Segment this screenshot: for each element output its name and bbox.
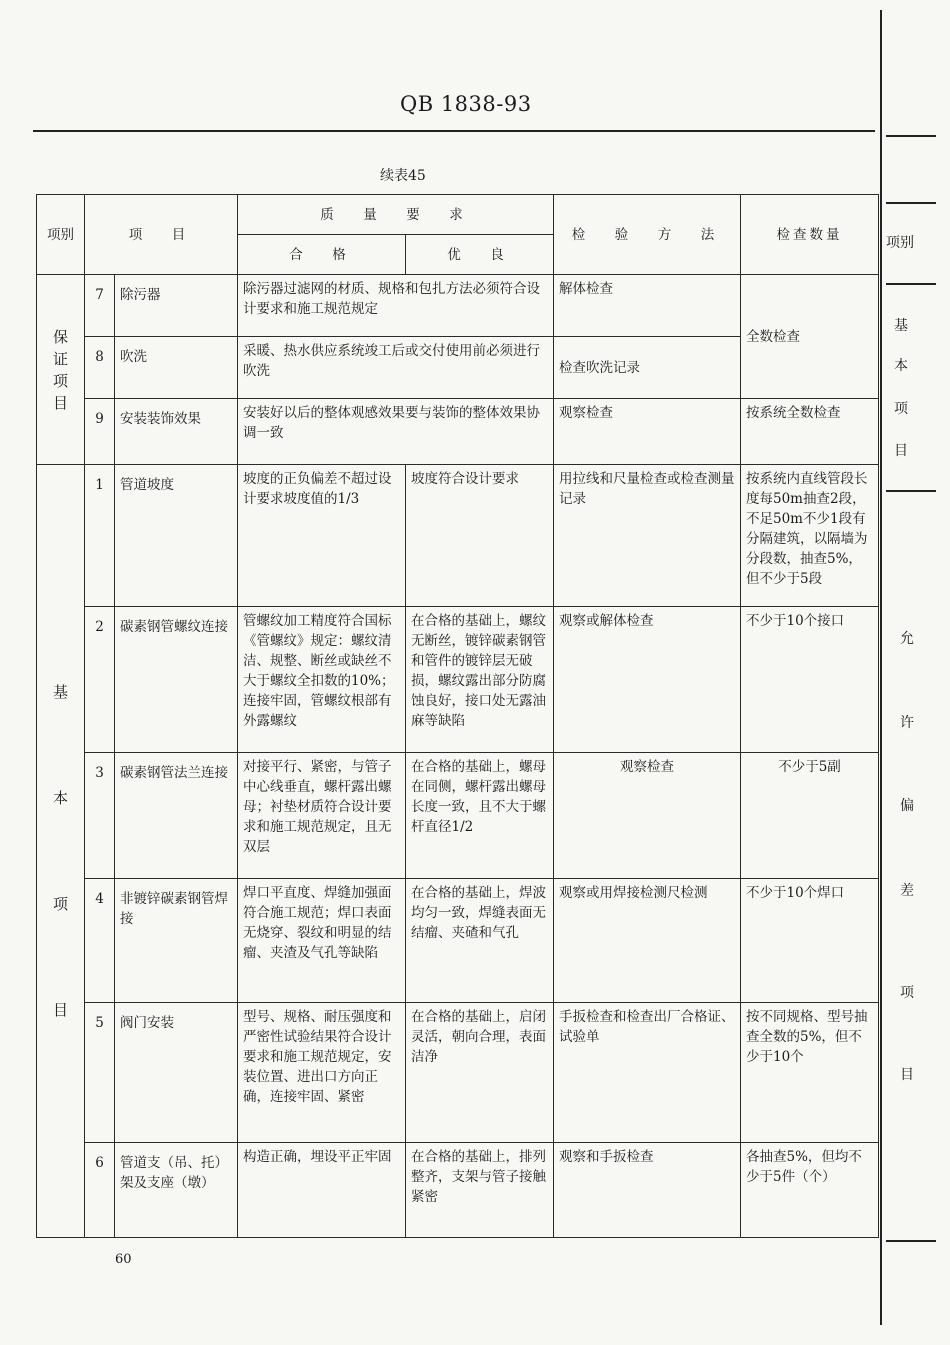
row-number: 3 (85, 753, 115, 879)
good-criteria: 在合格的基础上，启闭灵活，朝向合理，表面洁净 (406, 1003, 554, 1143)
next-page-tolerance-char: 差 (900, 883, 914, 899)
row-number: 4 (85, 879, 115, 1003)
good-criteria: 在合格的基础上，排列整齐，支架与管子接触紧密 (406, 1143, 554, 1238)
inspection-quantity: 按系统全数检查 (741, 399, 879, 465)
header-pass: 合 格 (238, 235, 406, 275)
inspection-quantity: 按系统内直线管段长度每50m抽查2段，不足50m不少1段有分隔建筑，以隔墙为分段数，抽查5%，但不少于5段 (741, 465, 879, 607)
row-number: 1 (85, 465, 115, 607)
basic-row-5 (37, 1003, 879, 1143)
standard-code: QB 1838-93 (400, 92, 532, 116)
guarantee-row-9 (37, 399, 879, 465)
next-page-basic-char: 基 (894, 318, 908, 334)
next-page-tolerance-char: 允 (900, 631, 914, 647)
next-page-tolerance-char: 项 (900, 985, 914, 1001)
header-method: 检 验 方 法 (554, 195, 741, 275)
inspection-quantity: 各抽查5%，但均不少于5件（个） (741, 1143, 879, 1238)
row-number: 5 (85, 1003, 115, 1143)
item-name: 安装装饰效果 (115, 399, 238, 465)
pass-criteria: 对接平行、紧密，与管子中心线垂直，螺杆露出螺母；衬垫材质符合设计要求和施工规范规定，且无双层 (238, 753, 406, 879)
next-page-rule (886, 135, 936, 137)
inspection-quantity: 全数检查 (741, 275, 879, 399)
requirement: 安装好以后的整体观感效果要与装饰的整体效果协调一致 (238, 399, 554, 465)
next-page-tolerance-char: 许 (900, 715, 914, 731)
next-page-tolerance-char: 目 (900, 1067, 914, 1083)
header-row-1 (37, 195, 879, 235)
inspection-method: 观察检查 (554, 399, 741, 465)
header-rule (33, 130, 875, 132)
item-name: 吹洗 (115, 337, 238, 399)
row-number: 8 (85, 337, 115, 399)
inspection-method: 检查吹洗记录 (554, 337, 741, 399)
row-number: 9 (85, 399, 115, 465)
next-page-rule (886, 202, 936, 204)
next-page-rule (886, 490, 936, 492)
page-number: 60 (115, 1252, 132, 1267)
row-number: 7 (85, 275, 115, 337)
next-page-basic-char: 目 (894, 443, 908, 459)
inspection-quantity: 不少于10个焊口 (741, 879, 879, 1003)
item-name: 管道坡度 (115, 465, 238, 607)
table-caption: 续表45 (380, 168, 426, 184)
row-number: 2 (85, 607, 115, 753)
next-page-tolerance-char: 偏 (900, 798, 914, 814)
inspection-method: 用拉线和尺量检查或检查测量记录 (554, 465, 741, 607)
item-name: 碳素钢管法兰连接 (115, 753, 238, 879)
basic-row-1 (37, 465, 879, 607)
good-criteria: 在合格的基础上，螺纹无断丝，镀锌碳素钢管和管件的镀锌层无破损，螺纹露出部分防腐蚀良好，接口处无露油麻等缺陷 (406, 607, 554, 753)
next-page-category-header: 项别 (886, 235, 914, 251)
inspection-quantity: 不少于5副 (741, 753, 879, 879)
pass-criteria: 管螺纹加工精度符合国标《管螺纹》规定：螺纹清洁、规整、断丝或缺丝不大于螺纹全扣数的10%；连接牢固，管螺纹根部有外露螺纹 (238, 607, 406, 753)
basic-row-6 (37, 1143, 879, 1238)
good-criteria: 在合格的基础上，焊波均匀一致，焊缝表面无结瘤、夹碴和气孔 (406, 879, 554, 1003)
item-name: 阀门安装 (115, 1003, 238, 1143)
item-name: 非镀锌碳素钢管焊接 (115, 879, 238, 1003)
pass-criteria: 焊口平直度、焊缝加强面符合施工规范；焊口表面无烧穿、裂纹和明显的结瘤、夹渣及气孔等缺陷 (238, 879, 406, 1003)
item-name: 管道支（吊、托）架及支座（墩） (115, 1143, 238, 1238)
header-quality: 质 量 要 求 (238, 195, 554, 235)
page-binding-line (880, 10, 882, 1325)
header-quantity: 检查数量 (741, 195, 879, 275)
requirement: 除污器过滤网的材质、规格和包扎方法必须符合设计要求和施工规范规定 (238, 275, 554, 337)
requirement: 采暖、热水供应系统竣工后或交付使用前必须进行吹洗 (238, 337, 554, 399)
good-criteria: 在合格的基础上，螺母在同侧，螺杆露出螺母长度一致，且不大于螺杆直径1/2 (406, 753, 554, 879)
row-number: 6 (85, 1143, 115, 1238)
next-page-basic-char: 项 (894, 401, 908, 417)
basic-row-2 (37, 607, 879, 753)
item-name: 碳素钢管螺纹连接 (115, 607, 238, 753)
pass-criteria: 构造正确，埋设平正牢固 (238, 1143, 406, 1238)
quality-inspection-table (36, 194, 879, 1238)
pass-criteria: 型号、规格、耐压强度和严密性试验结果符合设计要求和施工规范规定，安装位置、进出口方向正确，连接牢固、紧密 (238, 1003, 406, 1143)
inspection-method: 观察或用焊接检测尺检测 (554, 879, 741, 1003)
next-page-basic-char: 本 (894, 358, 908, 374)
guarantee-row-7 (37, 275, 879, 337)
item-name: 除污器 (115, 275, 238, 337)
inspection-method: 观察或解体检查 (554, 607, 741, 753)
next-page-rule (886, 283, 936, 285)
basic-row-3 (37, 753, 879, 879)
inspection-quantity: 按不同规格、型号抽查全数的5%，但不少于10个 (741, 1003, 879, 1143)
inspection-method: 观察检查 (554, 753, 741, 879)
header-good: 优 良 (406, 235, 554, 275)
next-page-rule (886, 1240, 936, 1242)
inspection-method: 解体检查 (554, 275, 741, 337)
inspection-method: 观察和手扳检查 (554, 1143, 741, 1238)
header-item: 项 目 (85, 195, 238, 275)
basic-row-4 (37, 879, 879, 1003)
header-category: 项别 (37, 195, 85, 275)
good-criteria: 坡度符合设计要求 (406, 465, 554, 607)
inspection-method: 手扳检查和检查出厂合格证、试验单 (554, 1003, 741, 1143)
group-label-basic: 基 本 项 目 (37, 465, 85, 1238)
inspection-quantity: 不少于10个接口 (741, 607, 879, 753)
pass-criteria: 坡度的正负偏差不超过设计要求坡度值的1/3 (238, 465, 406, 607)
next-page-edge (880, 0, 950, 1345)
group-label-guarantee: 保 证 项 目 (37, 275, 85, 465)
